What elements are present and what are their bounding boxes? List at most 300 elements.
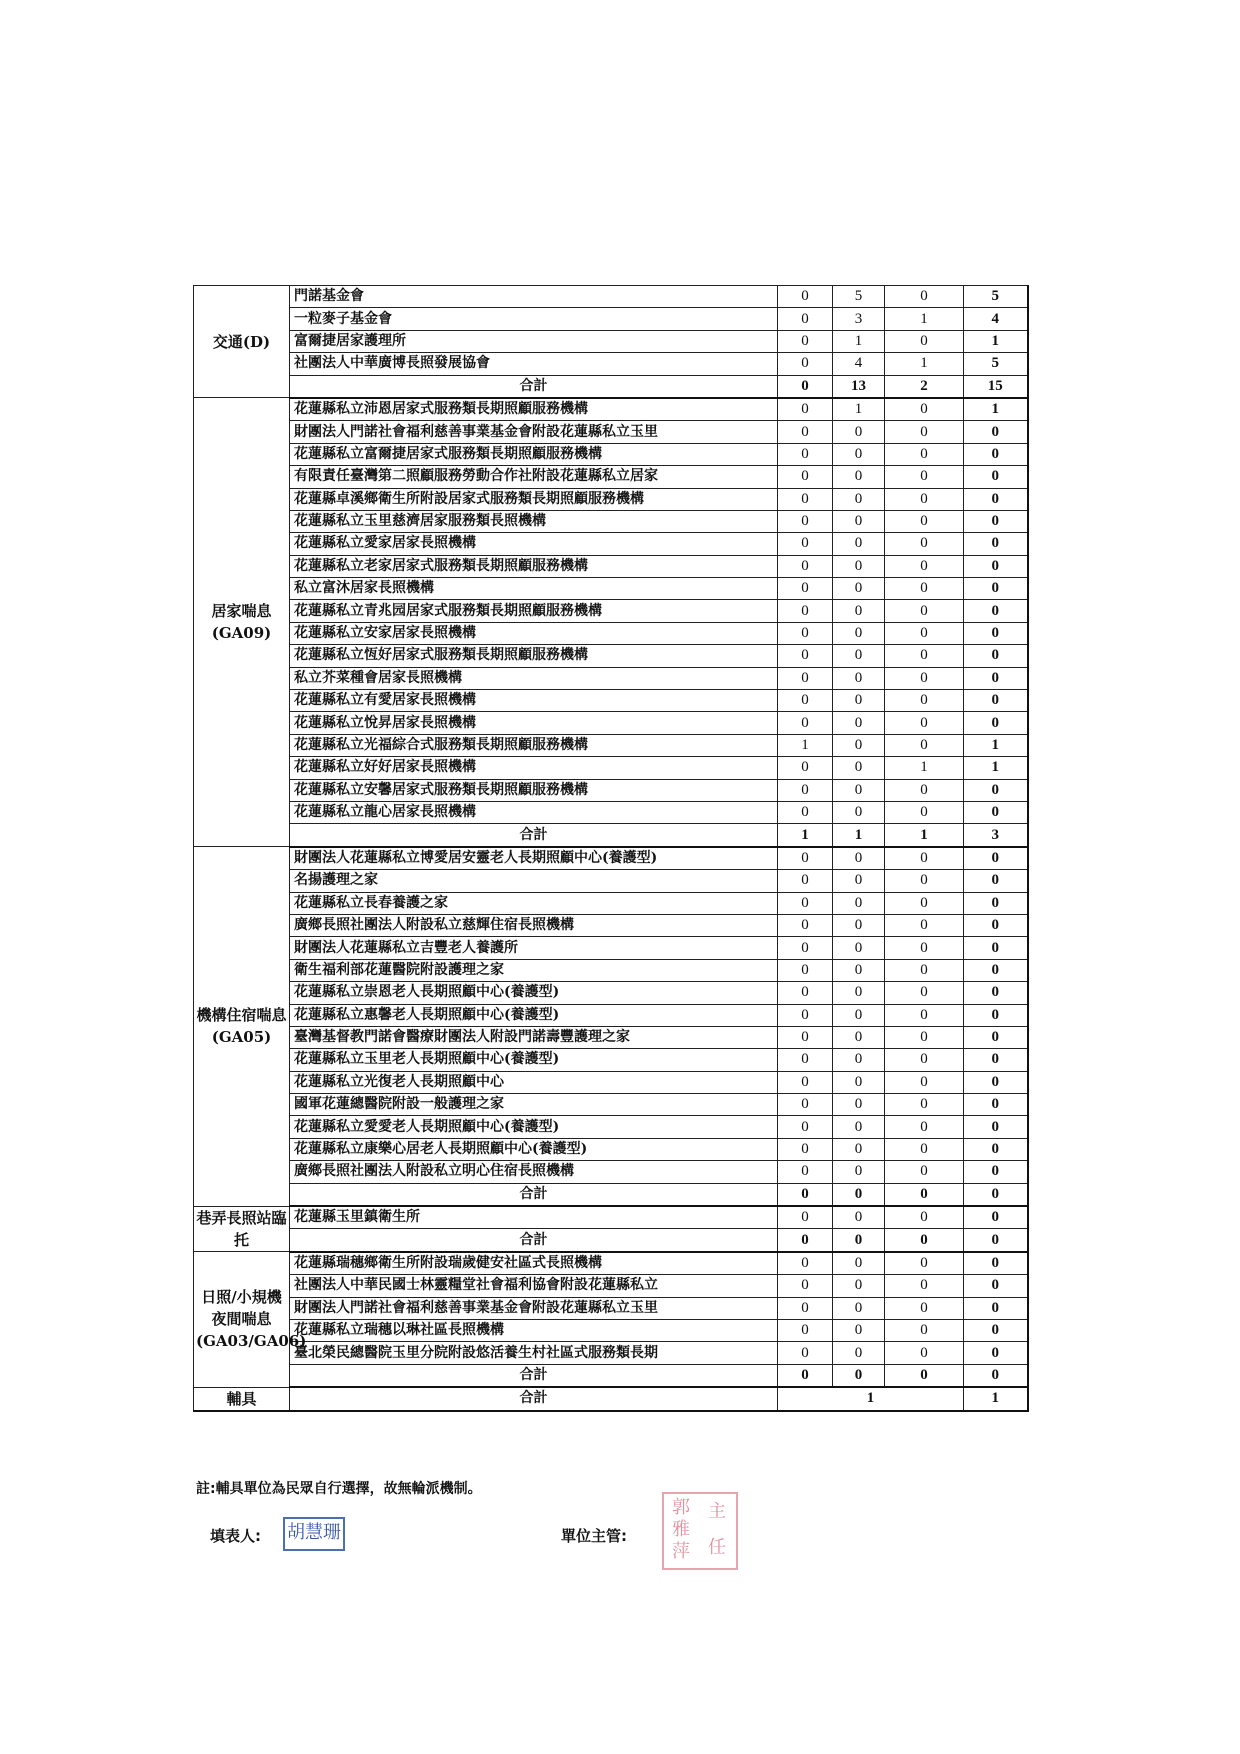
agency-name-cell: 花蓮縣私立好好居家長照機構: [290, 757, 778, 779]
agency-name-cell: 花蓮縣私立有愛居家長照機構: [290, 690, 778, 712]
agency-name-cell: 財團法人花蓮縣私立博愛居安靈老人長期照顧中心(養護型): [290, 847, 778, 870]
table-row: [194, 959, 1028, 981]
count-cell: 0: [833, 645, 885, 667]
count-cell: 0: [833, 1138, 885, 1160]
table-row: [194, 1094, 1028, 1116]
count-cell: 0: [964, 1342, 1028, 1364]
agency-name-cell: 名揚護理之家: [290, 870, 778, 892]
agency-name-cell: 財團法人門諾社會福利慈善事業基金會附設花蓮縣私立玉里: [290, 421, 778, 443]
count-cell: 0: [885, 1138, 964, 1160]
count-cell: 0: [778, 757, 833, 779]
count-cell: 0: [964, 801, 1028, 823]
count-cell: 0: [885, 622, 964, 644]
total-count-cell: 13: [833, 375, 885, 398]
count-cell: 0: [778, 286, 833, 308]
count-cell: 0: [778, 466, 833, 488]
statistics-table: [193, 285, 1029, 1412]
agency-name-cell: 花蓮縣卓溪鄉衛生所附設居家式服務類長期照顧服務機構: [290, 488, 778, 510]
agency-name-cell: 財團法人花蓮縣私立吉豐老人養護所: [290, 937, 778, 959]
count-cell: 0: [885, 1342, 964, 1364]
agency-name-cell: 臺灣基督教門諾會醫療財團法人附設門諾壽豐護理之家: [290, 1026, 778, 1048]
count-cell: 0: [885, 847, 964, 870]
count-cell: 0: [833, 914, 885, 936]
count-cell: 0: [778, 690, 833, 712]
agency-name-cell: 臺北榮民總醫院玉里分院附設悠活養生村社區式服務類長期: [290, 1342, 778, 1364]
count-cell: 0: [833, 1319, 885, 1341]
count-cell: 0: [885, 443, 964, 465]
category-cell: 交通(D): [194, 286, 290, 398]
count-cell: 0: [885, 690, 964, 712]
agency-name-cell: 私立富沐居家長照機構: [290, 578, 778, 600]
count-cell: 0: [778, 779, 833, 801]
count-cell: 0: [833, 892, 885, 914]
count-cell: 0: [778, 712, 833, 734]
agency-name-cell: 花蓮縣私立富爾捷居家式服務類長期照顧服務機構: [290, 443, 778, 465]
count-cell: 0: [964, 466, 1028, 488]
agency-name-cell: 花蓮縣私立悅昇居家長照機構: [290, 712, 778, 734]
total-count-cell: 1: [833, 824, 885, 847]
agency-name-cell: 花蓮縣私立惠馨老人長期照顧中心(養護型): [290, 1004, 778, 1026]
count-cell: 0: [964, 1206, 1028, 1229]
count-cell: 0: [885, 398, 964, 421]
agency-name-cell: 花蓮縣私立安馨居家式服務類長期照顧服務機構: [290, 779, 778, 801]
count-cell: 0: [885, 1252, 964, 1275]
table-row: [194, 308, 1028, 330]
count-cell: 0: [833, 1161, 885, 1183]
count-cell: 0: [885, 959, 964, 981]
table-row: [194, 712, 1028, 734]
count-cell: 0: [964, 1004, 1028, 1026]
agency-name-cell: 花蓮縣私立玉里老人長期照顧中心(養護型): [290, 1049, 778, 1071]
table-row: [194, 1206, 1028, 1229]
table-row: [194, 982, 1028, 1004]
total-count-cell: 0: [964, 1183, 1028, 1206]
agency-name-cell: 衛生福利部花蓮醫院附設護理之家: [290, 959, 778, 981]
count-cell: 0: [833, 1004, 885, 1026]
count-cell: 0: [964, 488, 1028, 510]
total-count-cell: 0: [778, 1364, 833, 1387]
agency-name-cell: 花蓮縣私立愛愛老人長期照顧中心(養護型): [290, 1116, 778, 1138]
agency-name-cell: 花蓮縣私立老家居家式服務類長期照顧服務機構: [290, 555, 778, 577]
table-row: [194, 757, 1028, 779]
table-row: [194, 1071, 1028, 1093]
agency-name-cell: 花蓮縣私立愛家居家長照機構: [290, 533, 778, 555]
total-label-cell: 合計: [290, 1387, 778, 1411]
table-row: [194, 533, 1028, 555]
count-cell: 0: [778, 1161, 833, 1183]
count-cell: 0: [964, 1252, 1028, 1275]
count-cell: 1: [964, 398, 1028, 421]
count-cell: 1: [964, 330, 1028, 352]
count-cell: 0: [964, 622, 1028, 644]
count-cell: 0: [885, 1161, 964, 1183]
count-cell: 0: [964, 847, 1028, 870]
count-cell: 0: [833, 1071, 885, 1093]
count-cell: 0: [964, 1116, 1028, 1138]
count-cell: 0: [778, 801, 833, 823]
count-cell: 0: [885, 533, 964, 555]
count-cell: 3: [833, 308, 885, 330]
agency-name-cell: 花蓮縣私立瑞穗以琳社區長照機構: [290, 1319, 778, 1341]
count-cell: 0: [964, 959, 1028, 981]
count-cell: 0: [885, 1206, 964, 1229]
count-cell: 0: [964, 982, 1028, 1004]
count-cell: 0: [833, 466, 885, 488]
total-count-cell: 2: [885, 375, 964, 398]
agency-name-cell: 社團法人中華民國士林靈糧堂社會福利協會附設花蓮縣私立: [290, 1275, 778, 1297]
agency-name-cell: 社團法人中華廣博長照發展協會: [290, 353, 778, 375]
table-row: [194, 734, 1028, 756]
count-cell: 0: [778, 1138, 833, 1160]
table-row: [194, 600, 1028, 622]
agency-name-cell: 財團法人門諾社會福利慈善事業基金會附設花蓮縣私立玉里: [290, 1297, 778, 1319]
filler-label: 填表人:: [210, 1527, 261, 1545]
count-cell: 0: [964, 1275, 1028, 1297]
count-cell: 0: [885, 667, 964, 689]
count-cell: 0: [778, 555, 833, 577]
count-cell: 0: [885, 914, 964, 936]
count-cell: 0: [885, 488, 964, 510]
count-cell: 0: [778, 1071, 833, 1093]
count-cell: 0: [833, 1252, 885, 1275]
category-cell: 巷弄長照站臨托: [194, 1206, 290, 1252]
count-cell: 0: [964, 779, 1028, 801]
agency-name-cell: 花蓮縣私立光復老人長期照顧中心: [290, 1071, 778, 1093]
count-cell: 0: [778, 398, 833, 421]
count-cell: 0: [833, 555, 885, 577]
total-count-cell: 0: [778, 375, 833, 398]
agency-name-cell: 花蓮縣私立沛恩居家式服務類長期照顧服務機構: [290, 398, 778, 421]
table-row: [194, 667, 1028, 689]
count-cell: 0: [885, 712, 964, 734]
count-cell: 1: [833, 398, 885, 421]
count-cell: 0: [833, 712, 885, 734]
agency-name-cell: 花蓮縣私立光福綜合式服務類長期照顧服務機構: [290, 734, 778, 756]
seal-char: 任: [708, 1537, 726, 1558]
count-cell: 0: [885, 779, 964, 801]
total-count-cell: 0: [833, 1183, 885, 1206]
agency-name-cell: 花蓮縣私立崇恩老人長期照顧中心(養護型): [290, 982, 778, 1004]
count-cell: 0: [778, 1116, 833, 1138]
count-cell: 0: [833, 779, 885, 801]
table-row: [194, 690, 1028, 712]
category-cell: 輔具: [194, 1387, 290, 1411]
table-row: [194, 892, 1028, 914]
table-row: [194, 1138, 1028, 1160]
total-label-cell: 合計: [290, 375, 778, 398]
count-cell: 0: [778, 870, 833, 892]
agency-name-cell: 花蓮縣私立安家居家長照機構: [290, 622, 778, 644]
count-cell: 0: [833, 1206, 885, 1229]
count-cell: 0: [833, 1342, 885, 1364]
count-cell: 0: [833, 1275, 885, 1297]
count-cell: 0: [964, 1026, 1028, 1048]
agency-name-cell: 有限責任臺灣第二照顧服務勞動合作社附設花蓮縣私立居家: [290, 466, 778, 488]
count-cell: 0: [885, 578, 964, 600]
count-cell: 0: [778, 578, 833, 600]
table-row: [194, 443, 1028, 465]
count-cell: 0: [964, 1094, 1028, 1116]
total-count-cell: 0: [833, 1229, 885, 1252]
count-cell: 1: [964, 734, 1028, 756]
total-label-cell: 合計: [290, 1364, 778, 1387]
agency-name-cell: 花蓮縣私立龍心居家長照機構: [290, 801, 778, 823]
table-row: [194, 779, 1028, 801]
count-cell: 0: [885, 421, 964, 443]
table-row: [194, 1049, 1028, 1071]
count-cell: 0: [778, 1319, 833, 1341]
statistics-table-body: [194, 286, 1028, 1411]
table-row: [194, 398, 1028, 421]
aids-merged-value-cell: 1: [778, 1387, 964, 1411]
count-cell: 0: [964, 937, 1028, 959]
count-cell: 0: [833, 510, 885, 532]
count-cell: 0: [964, 533, 1028, 555]
table-row: [194, 578, 1028, 600]
table-row: [194, 1161, 1028, 1183]
count-cell: 0: [964, 421, 1028, 443]
table-row: [194, 555, 1028, 577]
table-row: [194, 1116, 1028, 1138]
total-label-cell: 合計: [290, 1183, 778, 1206]
count-cell: 0: [964, 1071, 1028, 1093]
count-cell: 4: [833, 353, 885, 375]
unit-head-label: 單位主管:: [561, 1527, 627, 1545]
count-cell: 0: [885, 555, 964, 577]
count-cell: 0: [778, 1252, 833, 1275]
count-cell: 0: [833, 847, 885, 870]
count-cell: 0: [778, 622, 833, 644]
table-row: [194, 421, 1028, 443]
table-row: [194, 330, 1028, 352]
table-row: [194, 870, 1028, 892]
count-cell: 0: [778, 959, 833, 981]
count-cell: 0: [833, 1094, 885, 1116]
table-row: [194, 1252, 1028, 1275]
count-cell: 1: [885, 757, 964, 779]
count-cell: 0: [885, 286, 964, 308]
agency-name-cell: 花蓮縣私立玉里慈濟居家服務類長照機構: [290, 510, 778, 532]
table-row: [194, 914, 1028, 936]
table-row: [194, 353, 1028, 375]
total-row: [194, 824, 1028, 847]
total-count-cell: 15: [964, 375, 1028, 398]
count-cell: 0: [885, 801, 964, 823]
count-cell: 0: [964, 555, 1028, 577]
count-cell: 0: [885, 734, 964, 756]
table-row: [194, 286, 1028, 308]
aids-total-cell: 1: [964, 1387, 1028, 1411]
count-cell: 0: [964, 578, 1028, 600]
total-count-cell: 0: [885, 1229, 964, 1252]
count-cell: 0: [885, 330, 964, 352]
count-cell: 0: [778, 914, 833, 936]
count-cell: 0: [778, 421, 833, 443]
footnote: 註:輔具單位為民眾自行選擇，故無輪派機制。: [196, 1481, 482, 1497]
count-cell: 0: [778, 1206, 833, 1229]
category-cell: 機構住宿喘息(GA05): [194, 847, 290, 1206]
total-row: [194, 375, 1028, 398]
count-cell: 0: [778, 443, 833, 465]
count-cell: 0: [964, 510, 1028, 532]
total-count-cell: 1: [885, 824, 964, 847]
count-cell: 0: [778, 1275, 833, 1297]
count-cell: 0: [833, 959, 885, 981]
count-cell: 0: [885, 1297, 964, 1319]
table-row: [194, 1297, 1028, 1319]
count-cell: 0: [833, 578, 885, 600]
count-cell: 0: [778, 330, 833, 352]
total-count-cell: 0: [885, 1183, 964, 1206]
agency-name-cell: 花蓮縣瑞穗鄉衛生所附設瑞歲健安社區式長照機構: [290, 1252, 778, 1275]
count-cell: 0: [778, 1049, 833, 1071]
count-cell: 0: [964, 712, 1028, 734]
count-cell: 0: [964, 914, 1028, 936]
table-row: [194, 510, 1028, 532]
agency-name-cell: 廣鄉長照社團法人附設私立明心住宿長照機構: [290, 1161, 778, 1183]
table-row: [194, 801, 1028, 823]
agency-name-cell: 花蓮縣私立恆好居家式服務類長期照顧服務機構: [290, 645, 778, 667]
count-cell: 0: [833, 443, 885, 465]
count-cell: 0: [833, 1116, 885, 1138]
seal-char: 郭: [672, 1497, 690, 1518]
table-row: [194, 937, 1028, 959]
count-cell: 0: [778, 353, 833, 375]
count-cell: 0: [778, 645, 833, 667]
count-cell: 5: [964, 286, 1028, 308]
count-cell: 0: [885, 1275, 964, 1297]
count-cell: 5: [833, 286, 885, 308]
count-cell: 0: [833, 982, 885, 1004]
count-cell: 0: [885, 892, 964, 914]
count-cell: 0: [778, 1026, 833, 1048]
count-cell: 0: [833, 488, 885, 510]
count-cell: 0: [964, 690, 1028, 712]
aids-row: [194, 1387, 1028, 1411]
count-cell: 0: [885, 982, 964, 1004]
count-cell: 0: [778, 510, 833, 532]
count-cell: 0: [964, 600, 1028, 622]
total-count-cell: 0: [833, 1364, 885, 1387]
count-cell: 0: [964, 1319, 1028, 1341]
table-row: [194, 488, 1028, 510]
count-cell: 0: [833, 622, 885, 644]
table-row: [194, 1319, 1028, 1341]
count-cell: 0: [833, 1049, 885, 1071]
total-label-cell: 合計: [290, 1229, 778, 1252]
count-cell: 0: [778, 1094, 833, 1116]
agency-name-cell: 國軍花蓮總醫院附設一般護理之家: [290, 1094, 778, 1116]
count-cell: 0: [885, 1071, 964, 1093]
count-cell: 0: [885, 645, 964, 667]
table-row: [194, 847, 1028, 870]
category-cell: 日照/小規機夜間喘息(GA03/GA06): [194, 1252, 290, 1387]
count-cell: 0: [885, 1094, 964, 1116]
total-label-cell: 合計: [290, 824, 778, 847]
count-cell: 0: [964, 870, 1028, 892]
category-cell: 居家喘息(GA09): [194, 398, 290, 847]
count-cell: 0: [885, 1026, 964, 1048]
count-cell: 0: [778, 667, 833, 689]
count-cell: 0: [885, 466, 964, 488]
seal-char: 雅: [672, 1519, 690, 1540]
count-cell: 0: [778, 1297, 833, 1319]
total-count-cell: 1: [778, 824, 833, 847]
total-count-cell: 0: [885, 1364, 964, 1387]
seal-char: 主: [708, 1501, 726, 1522]
count-cell: 0: [885, 510, 964, 532]
table-row: [194, 1342, 1028, 1364]
agency-name-cell: 廣鄉長照社團法人附設私立慈輝住宿長照機構: [290, 914, 778, 936]
count-cell: 0: [833, 1297, 885, 1319]
count-cell: 1: [964, 757, 1028, 779]
count-cell: 0: [833, 533, 885, 555]
total-count-cell: 0: [964, 1229, 1028, 1252]
count-cell: 1: [885, 353, 964, 375]
count-cell: 1: [778, 734, 833, 756]
count-cell: 4: [964, 308, 1028, 330]
total-count-cell: 0: [778, 1183, 833, 1206]
total-row: [194, 1229, 1028, 1252]
count-cell: 0: [964, 892, 1028, 914]
agency-name-cell: 花蓮縣私立長春養護之家: [290, 892, 778, 914]
table-row: [194, 1026, 1028, 1048]
agency-name-cell: 富爾捷居家護理所: [290, 330, 778, 352]
count-cell: 0: [885, 870, 964, 892]
table-row: [194, 645, 1028, 667]
total-row: [194, 1364, 1028, 1387]
count-cell: 0: [885, 937, 964, 959]
count-cell: 0: [778, 1004, 833, 1026]
count-cell: 0: [778, 892, 833, 914]
table-row: [194, 466, 1028, 488]
agency-name-cell: 一粒麥子基金會: [290, 308, 778, 330]
count-cell: 0: [964, 1297, 1028, 1319]
total-count-cell: 3: [964, 824, 1028, 847]
count-cell: 0: [833, 690, 885, 712]
total-count-cell: 0: [778, 1229, 833, 1252]
count-cell: 0: [778, 533, 833, 555]
count-cell: 0: [833, 801, 885, 823]
count-cell: 0: [885, 600, 964, 622]
count-cell: 0: [885, 1116, 964, 1138]
filler-signature-stamp: 胡慧珊: [283, 1517, 345, 1551]
agency-name-cell: 私立芥菜種會居家長照機構: [290, 667, 778, 689]
count-cell: 0: [778, 308, 833, 330]
total-count-cell: 0: [964, 1364, 1028, 1387]
count-cell: 0: [778, 847, 833, 870]
count-cell: 0: [833, 421, 885, 443]
count-cell: 5: [964, 353, 1028, 375]
count-cell: 0: [833, 1026, 885, 1048]
count-cell: 1: [885, 308, 964, 330]
count-cell: 0: [833, 600, 885, 622]
count-cell: 0: [833, 937, 885, 959]
total-row: [194, 1183, 1028, 1206]
agency-name-cell: 花蓮縣玉里鎮衛生所: [290, 1206, 778, 1229]
count-cell: 0: [964, 645, 1028, 667]
count-cell: 0: [964, 1161, 1028, 1183]
count-cell: 0: [833, 734, 885, 756]
count-cell: 0: [885, 1319, 964, 1341]
table-row: [194, 1275, 1028, 1297]
count-cell: 0: [833, 757, 885, 779]
count-cell: 1: [833, 330, 885, 352]
count-cell: 0: [964, 667, 1028, 689]
count-cell: 0: [885, 1004, 964, 1026]
table-row: [194, 622, 1028, 644]
count-cell: 0: [778, 937, 833, 959]
